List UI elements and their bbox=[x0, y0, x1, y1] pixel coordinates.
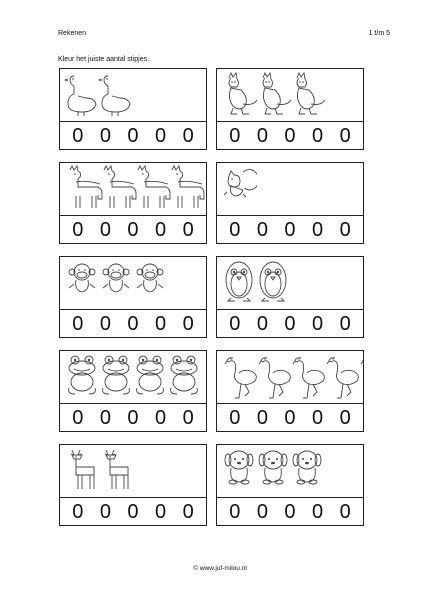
monkey-picture bbox=[60, 257, 206, 310]
dot-row bbox=[217, 216, 363, 243]
squirrel-drawing bbox=[224, 169, 257, 197]
color-dot[interactable]: 0 bbox=[155, 406, 167, 429]
color-dot[interactable]: 0 bbox=[339, 218, 351, 241]
color-dot[interactable]: 0 bbox=[312, 218, 324, 241]
squirrel-illustration bbox=[221, 165, 257, 213]
counting-card-squirrel bbox=[216, 162, 364, 244]
dot-row bbox=[217, 498, 363, 525]
subject-label: Rekenen bbox=[58, 30, 87, 37]
color-dot[interactable]: 0 bbox=[155, 312, 167, 335]
color-dot[interactable]: 0 bbox=[72, 124, 84, 147]
deer-drawing bbox=[105, 450, 128, 489]
squirrel-picture bbox=[217, 163, 363, 216]
monkey-illustration bbox=[64, 259, 172, 307]
color-dot[interactable]: 0 bbox=[72, 406, 84, 429]
color-dot[interactable]: 0 bbox=[127, 218, 139, 241]
llama-picture bbox=[60, 163, 206, 216]
color-dot[interactable]: 0 bbox=[182, 406, 194, 429]
flamingo-drawing bbox=[327, 358, 358, 398]
color-dot[interactable]: 0 bbox=[229, 124, 241, 147]
dot-row bbox=[60, 216, 206, 243]
flamingo-picture bbox=[217, 351, 363, 404]
kangaroo-illustration bbox=[221, 71, 329, 119]
color-dot[interactable]: 0 bbox=[72, 218, 84, 241]
color-dot[interactable]: 0 bbox=[229, 406, 241, 429]
llama-drawing bbox=[104, 166, 136, 208]
color-dot[interactable]: 0 bbox=[256, 312, 268, 335]
color-dot[interactable]: 0 bbox=[256, 500, 268, 523]
color-dot[interactable]: 0 bbox=[256, 124, 268, 147]
color-dot[interactable]: 0 bbox=[256, 218, 268, 241]
color-dot[interactable]: 0 bbox=[229, 218, 241, 241]
penguin-picture bbox=[217, 257, 363, 310]
color-dot[interactable]: 0 bbox=[155, 218, 167, 241]
color-dot[interactable]: 0 bbox=[182, 500, 194, 523]
penguin-drawing bbox=[260, 262, 286, 301]
llama-illustration bbox=[64, 165, 206, 213]
color-dot[interactable]: 0 bbox=[312, 406, 324, 429]
flamingo-drawing bbox=[225, 358, 256, 398]
color-dot[interactable]: 0 bbox=[99, 124, 111, 147]
kangaroo-drawing bbox=[297, 73, 325, 114]
dog-picture bbox=[217, 445, 363, 498]
frog-picture bbox=[60, 351, 206, 404]
dog-illustration bbox=[221, 447, 329, 495]
range-label: 1 t/m 5 bbox=[368, 30, 390, 37]
penguin-drawing bbox=[226, 262, 252, 301]
goose-drawing bbox=[99, 76, 130, 116]
color-dot[interactable]: 0 bbox=[312, 312, 324, 335]
counting-card-flamingo bbox=[216, 350, 364, 432]
kangaroo-picture bbox=[217, 69, 363, 122]
counting-card-penguin bbox=[216, 256, 364, 338]
monkey-drawing bbox=[69, 264, 95, 292]
color-dot[interactable]: 0 bbox=[155, 124, 167, 147]
llama-drawing bbox=[172, 166, 204, 208]
color-dot[interactable]: 0 bbox=[229, 312, 241, 335]
color-dot[interactable]: 0 bbox=[284, 124, 296, 147]
counting-card-dog bbox=[216, 444, 364, 526]
penguin-illustration bbox=[221, 259, 293, 307]
deer-illustration bbox=[64, 447, 136, 495]
llama-drawing bbox=[70, 166, 102, 208]
frog-drawing bbox=[69, 356, 96, 394]
frog-drawing bbox=[171, 356, 198, 394]
color-dot[interactable]: 0 bbox=[127, 406, 139, 429]
monkey-drawing bbox=[103, 264, 129, 292]
color-dot[interactable]: 0 bbox=[339, 406, 351, 429]
dot-row bbox=[60, 498, 206, 525]
dog-drawing bbox=[293, 451, 321, 484]
color-dot[interactable]: 0 bbox=[127, 500, 139, 523]
color-dot[interactable]: 0 bbox=[72, 500, 84, 523]
color-dot[interactable]: 0 bbox=[127, 312, 139, 335]
color-dot[interactable]: 0 bbox=[99, 312, 111, 335]
color-dot[interactable]: 0 bbox=[284, 500, 296, 523]
flamingo-drawing bbox=[259, 358, 290, 398]
goose-drawing bbox=[65, 76, 96, 116]
counting-card-monkey bbox=[59, 256, 207, 338]
color-dot[interactable]: 0 bbox=[99, 406, 111, 429]
color-dot[interactable]: 0 bbox=[339, 312, 351, 335]
frog-drawing bbox=[137, 356, 164, 394]
color-dot[interactable]: 0 bbox=[127, 124, 139, 147]
kangaroo-drawing bbox=[263, 73, 291, 114]
color-dot[interactable]: 0 bbox=[182, 312, 194, 335]
deer-drawing bbox=[71, 450, 94, 489]
color-dot[interactable]: 0 bbox=[229, 500, 241, 523]
counting-card-frog bbox=[59, 350, 207, 432]
flamingo-drawing bbox=[361, 358, 363, 398]
dot-row bbox=[60, 122, 206, 149]
dot-row bbox=[217, 404, 363, 431]
color-dot[interactable]: 0 bbox=[155, 500, 167, 523]
color-dot[interactable]: 0 bbox=[284, 218, 296, 241]
goose-picture bbox=[60, 69, 206, 122]
deer-picture bbox=[60, 445, 206, 498]
color-dot[interactable]: 0 bbox=[339, 124, 351, 147]
counting-card-goose bbox=[59, 68, 207, 150]
flamingo-drawing bbox=[293, 358, 324, 398]
kangaroo-drawing bbox=[229, 73, 257, 114]
frog-illustration bbox=[64, 353, 206, 401]
dot-row bbox=[60, 404, 206, 431]
color-dot[interactable]: 0 bbox=[339, 500, 351, 523]
goose-illustration bbox=[64, 71, 136, 119]
color-dot[interactable]: 0 bbox=[284, 312, 296, 335]
counting-card-kangaroo bbox=[216, 68, 364, 150]
color-dot[interactable]: 0 bbox=[182, 124, 194, 147]
flamingo-illustration bbox=[221, 353, 363, 401]
dog-drawing bbox=[225, 451, 253, 484]
frog-drawing bbox=[103, 356, 130, 394]
dot-row bbox=[217, 122, 363, 149]
counting-card-llama bbox=[59, 162, 207, 244]
page-header bbox=[58, 30, 390, 42]
color-dot[interactable]: 0 bbox=[99, 218, 111, 241]
color-dot[interactable]: 0 bbox=[284, 406, 296, 429]
dog-drawing bbox=[259, 451, 287, 484]
color-dot[interactable]: 0 bbox=[312, 500, 324, 523]
dot-row bbox=[217, 310, 363, 337]
color-dot[interactable]: 0 bbox=[72, 312, 84, 335]
color-dot[interactable]: 0 bbox=[256, 406, 268, 429]
footer-copyright: © www.juf-milou.nl bbox=[193, 565, 247, 572]
llama-drawing bbox=[138, 166, 170, 208]
counting-card-deer bbox=[59, 444, 207, 526]
monkey-drawing bbox=[137, 264, 163, 292]
color-dot[interactable]: 0 bbox=[182, 218, 194, 241]
color-dot[interactable]: 0 bbox=[312, 124, 324, 147]
dot-row bbox=[60, 310, 206, 337]
color-dot[interactable]: 0 bbox=[99, 500, 111, 523]
instruction-text: Kleur het juiste aantal stipjes. bbox=[58, 56, 150, 63]
